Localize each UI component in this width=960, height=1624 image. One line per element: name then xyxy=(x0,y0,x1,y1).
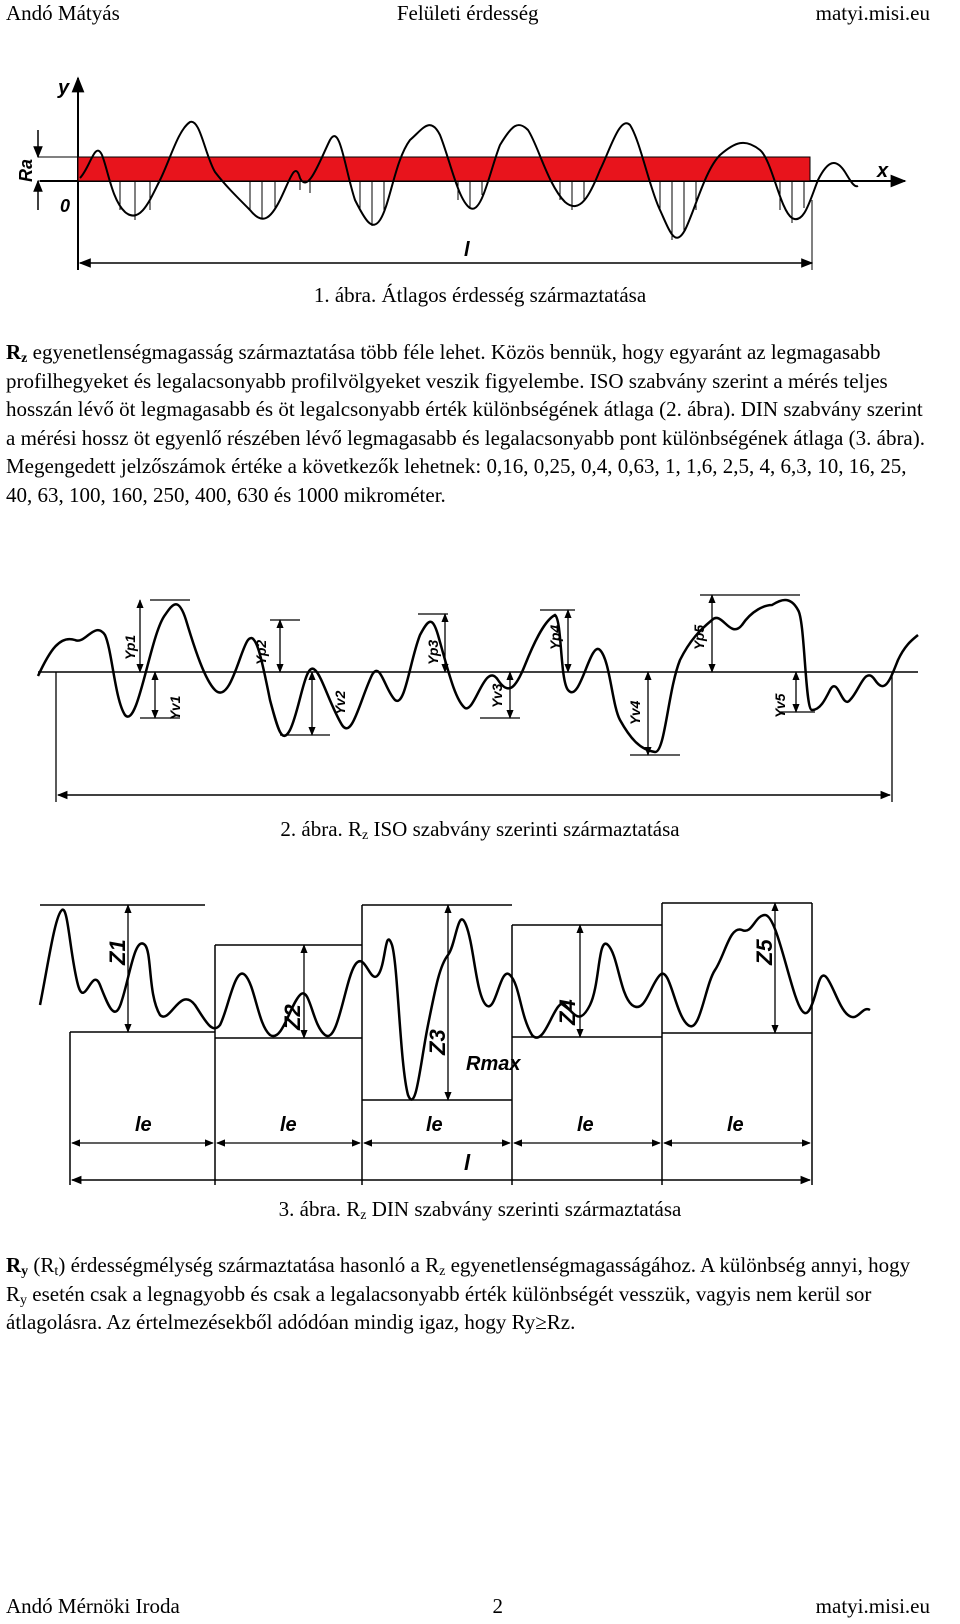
figure-3-din-rz xyxy=(0,885,960,1195)
header-title: Felületi érdesség xyxy=(396,1,539,25)
header-site: matyi.misi.eu xyxy=(815,1,930,25)
label-yv4: Yv4 xyxy=(627,700,643,725)
label-yv1: Yv1 xyxy=(167,695,183,720)
footer-site: matyi.misi.eu xyxy=(815,1594,930,1618)
din-profile xyxy=(40,910,870,1100)
label-yp2: Yp2 xyxy=(253,639,269,665)
rz-symbol: R xyxy=(6,340,22,364)
footer-page-number: 2 xyxy=(492,1594,503,1618)
label-yv2: Yv2 xyxy=(332,690,348,715)
label-z5: Z5 xyxy=(752,939,777,965)
label-length-l: l xyxy=(464,1150,471,1175)
iso-profile xyxy=(38,600,918,752)
label-z2: Z2 xyxy=(280,1004,305,1030)
label-rmax: Rmax xyxy=(466,1053,521,1075)
figure-2-iso-rz xyxy=(0,580,960,805)
label-le-5: le xyxy=(727,1114,744,1136)
ra-band xyxy=(78,157,810,181)
ra-label: Ra xyxy=(16,158,36,182)
footer-company: Andó Mérnöki Iroda xyxy=(6,1594,180,1618)
figure-2-caption: 2. ábra. $R_z$ ISO szabvány szerinti származtatása xyxy=(280,817,680,843)
label-yp3: Yp3 xyxy=(425,639,441,665)
zero-label: 0 xyxy=(60,196,71,216)
label-yp4: Yp4 xyxy=(547,624,563,650)
figure-1-average-roughness xyxy=(0,60,960,280)
label-z3: Z3 xyxy=(425,1029,450,1055)
header-author: Andó Mátyás xyxy=(6,1,120,25)
x-axis-label: x xyxy=(877,160,889,182)
label-z1: Z1 xyxy=(105,939,130,965)
figure-1-caption: 1. ábra. Átlagos érdesség származtatása xyxy=(313,283,647,307)
y-axis-label: y xyxy=(58,77,70,99)
label-yp5: Yp5 xyxy=(691,624,707,650)
label-le-4: le xyxy=(577,1114,594,1136)
label-yv5: Yv5 xyxy=(772,693,788,718)
label-z4: Z4 xyxy=(555,999,580,1025)
paragraph-rz xyxy=(6,338,928,509)
ry-symbol: R xyxy=(6,1253,22,1277)
figure-3-caption: 3. ábra. $R_z$ DIN szabvány szerinti származtatása xyxy=(278,1197,682,1223)
label-le-1: le xyxy=(135,1114,152,1136)
label-yv3: Yv3 xyxy=(489,683,505,708)
paragraph-ry: $R_y$ $(R_t)$ érdességmélység származtatása hasonló a $R_z$ egyenetlenségmagasságához. A különbség annyi, hogy $R_y$ esetén csak a legnagyobb és csak a legalacsonyabb érték különbségét vesszük, vagyis nem kerül sor átlagolásra. Az értelmezésekből adódóan mindig igaz, hogy Ry≥Rz. xyxy=(6,1253,911,1334)
page-footer xyxy=(6,1593,930,1619)
rz-subscript: z xyxy=(21,351,28,366)
paragraph-1-text: egyenetlenségmagasság származtatása több féle lehet. Közös bennük, hogy egyaránt az legmagasabb profilhegyeket és legalacsonyabb profilvölgyeket veszik figyelembe. ISO szabvány szerint a mérés teljes hosszán lévő öt legmagasabb és öt legalcsonyabb érték különbségének átlaga (2. ábra). DIN szabvány szerint a mérési hossz öt egyenlő részében lévő legmagasabb és legalacsonyabb pont különbségének átlaga (3. ábra). Megengedett jelzőszámok értéke a következők lehetnek: 0,16, 0,25, 0,4, 0,63, 1, 1,6, 2,5, 4, 6,3, 10, 16, 25, 40, 63, 100, 160, 250, 400, 630 és 1000 mikrométer. xyxy=(6,340,925,507)
label-le-2: le xyxy=(280,1114,297,1136)
label-le-3: le xyxy=(426,1114,443,1136)
label-yp1: Yp1 xyxy=(122,634,138,660)
length-label: l xyxy=(464,239,470,261)
page-header xyxy=(6,0,930,26)
